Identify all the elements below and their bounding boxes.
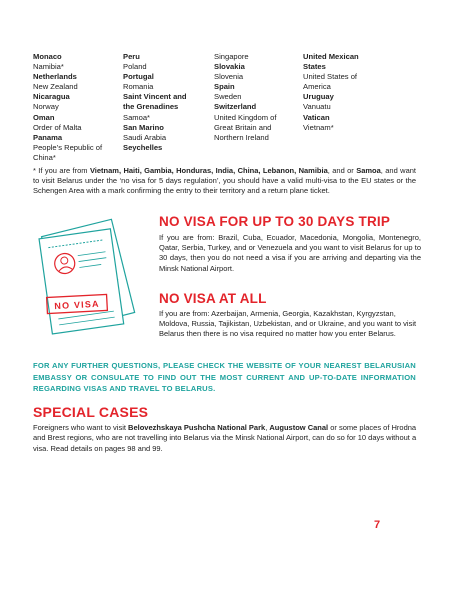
country-item: Order of Malta <box>33 122 82 132</box>
note-text: * If you are from <box>33 166 90 175</box>
country-item: Saint Vincent and <box>123 92 187 102</box>
country-item: China* <box>33 152 56 162</box>
country-item: Saudi Arabia <box>123 132 167 142</box>
section-title-30-days: NO VISA FOR UP TO 30 DAYS TRIP <box>159 214 391 229</box>
country-item: Poland <box>123 62 147 72</box>
country-item: Panama <box>33 132 63 142</box>
country-item: Spain <box>214 82 235 92</box>
country-item: Northern Ireland <box>214 132 269 142</box>
country-item: United Kingdom of <box>214 112 277 122</box>
note-text: , and or <box>327 166 357 175</box>
country-item: Great Britain and <box>214 122 272 132</box>
country-item: Singapore <box>214 52 249 61</box>
country-item: Slovenia <box>214 72 244 82</box>
special-cases-title: SPECIAL CASES <box>33 404 149 420</box>
country-item: Vietnam* <box>303 122 334 132</box>
country-item: the Grenadines <box>123 102 179 112</box>
country-item: Vanuatu <box>303 102 331 112</box>
country-column-3 <box>214 52 303 163</box>
special-park: Belovezhskaya Pushcha National Park <box>128 423 266 432</box>
country-item: Samoa* <box>123 112 151 122</box>
country-column-1 <box>33 52 123 163</box>
country-item: Norway <box>33 102 59 112</box>
country-list <box>33 52 423 163</box>
visa-documents-illustration <box>31 218 146 336</box>
special-canal: Augustow Canal <box>269 423 329 432</box>
country-item: Vatican <box>303 112 330 122</box>
section-body-30-days: If you are from: Brazil, Cuba, Ecuador, Macedonia, Mongolia, Montenegro, Qatar, Serbia, Turkey, and or Venezuela and you want to visit Belarus for up to 30 days, then you do not need a visa if you are arriving and departing via the Minsk National Airport. <box>159 233 421 273</box>
country-item: New Zealand <box>33 82 78 92</box>
page-number: 7 <box>374 519 381 531</box>
country-item: Switzerland <box>214 102 257 112</box>
country-column-2 <box>123 52 214 163</box>
country-item: States <box>303 62 326 72</box>
country-item: Uruguay <box>303 92 334 102</box>
country-item: Slovakia <box>214 62 245 72</box>
special-cases-body <box>33 423 418 454</box>
document-front <box>39 229 124 334</box>
country-item: Netherlands <box>33 72 77 82</box>
country-item: Peru <box>123 52 140 61</box>
special-text: or some places of Hrodna and Brest regions, who are not travelling into Belarus via the Minsk National Airport, can do so for 10 days without a visa. Read details on pages 98 and 99. <box>33 423 417 453</box>
embassy-note: FOR ANY FURTHER QUESTIONS, PLEASE CHECK THE WEBSITE OF YOUR NEAREST BELARUSIAN EMBASSY OR CONSULATE TO FIND OUT THE MOST CURRENT AND UP-TO-DATE INFORMATION REGARDING VISAS AND TRAVEL TO BELARUS. <box>33 361 416 393</box>
footnote <box>33 166 416 197</box>
country-item: Nicaragua <box>33 92 70 102</box>
country-item: Monaco <box>33 52 62 61</box>
special-text: , <box>265 423 270 432</box>
country-item: San Marino <box>123 122 164 132</box>
country-item: Romania <box>123 82 154 92</box>
country-item: Seychelles <box>123 142 163 152</box>
note-countries: Vietnam, Haiti, Gambia, Honduras, India, China, Lebanon, Namibia <box>89 166 328 175</box>
country-item: United Mexican <box>303 52 359 61</box>
country-item: Namibia* <box>33 62 64 72</box>
country-item: Portugal <box>123 72 154 82</box>
country-item: Sweden <box>214 92 242 102</box>
country-column-4 <box>303 52 403 163</box>
special-text: Foreigners who want to visit <box>33 423 129 432</box>
country-item: Oman <box>33 112 55 122</box>
note-text: , and want to visit Belarus under the ‘no visa for 5 days regulation’, you should have a valid multi-visa to the EU states or the Schengen Area with a mark confirming the entry to their territory and a return plane ticket. <box>33 166 416 196</box>
section-title-no-visa: NO VISA AT ALL <box>159 291 267 306</box>
country-item: People’s Republic of <box>33 142 103 152</box>
country-item: America <box>303 82 331 92</box>
note-samoa: Samoa <box>356 166 381 175</box>
country-item: United States of <box>303 72 358 82</box>
section-body-no-visa: If you are from: Azerbaijan, Armenia, Georgia, Kazakhstan, Kyrgyzstan, Moldova, Russia, Tajikistan, Uzbekistan, and or Ukraine, and you want to visit Belarus then there is no visa required no matter how you enter Belarus. <box>159 309 417 339</box>
stamp-text: NO VISA <box>54 298 100 312</box>
